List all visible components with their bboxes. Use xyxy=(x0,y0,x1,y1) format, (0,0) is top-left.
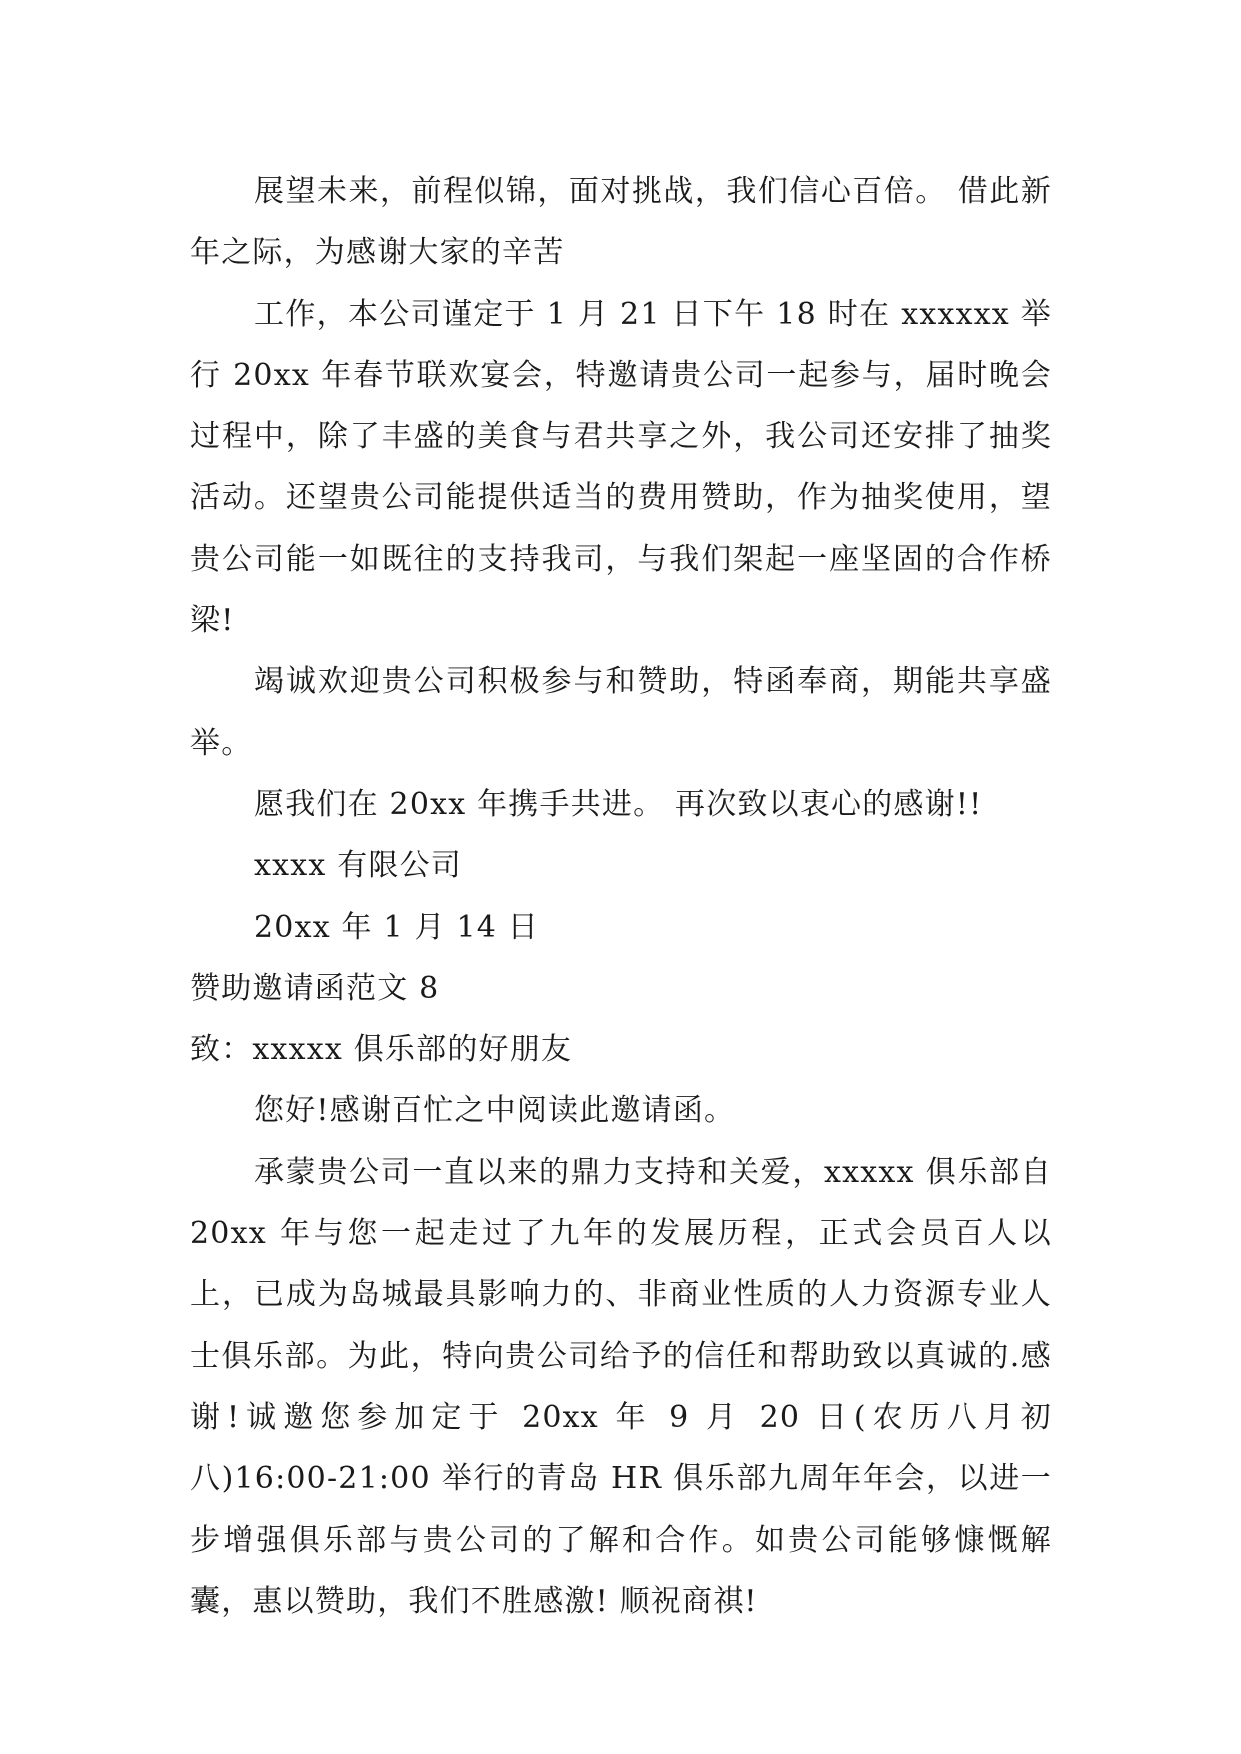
paragraph: 愿我们在 20xx 年携手共进。 再次致以衷心的感谢!! xyxy=(254,786,983,822)
paragraph: 竭诚欢迎贵公司积极参与和赞助，特函奉商，期能共享盛举。 xyxy=(190,664,1052,761)
section-heading: 赞助邀请函范文 8 xyxy=(190,970,440,1006)
greeting: 您好!感谢百忙之中阅读此邀请函。 xyxy=(254,1093,736,1129)
salutation: 致：xxxxx 俱乐部的好朋友 xyxy=(190,1032,573,1068)
document-body xyxy=(190,161,1052,1632)
signature-company: xxxx 有限公司 xyxy=(254,848,463,884)
signature-date: 20xx 年 1 月 14 日 xyxy=(254,909,539,945)
paragraph: 承蒙贵公司一直以来的鼎力支持和关爱，xxxxx 俱乐部自 20xx 年与您一起走过了九年的发展历程，正式会员百人以上，已成为岛城最具影响力的、非商业性质的人力资源专业人士俱乐部。为此，特向贵公司给予的信任和帮助致以真诚的.感谢!诚邀您参加定于 20xx 年 9 月 20 日(农历八月初八)16:00-21:00 举行的青岛 HR 俱乐部九周年年会，以进一步增强俱乐部与贵公司的了解和合作。如贵公司能够慷慨解囊，惠以赞助，我们不胜感激! 顺祝商祺! xyxy=(190,1154,1052,1619)
paragraph: 展望未来，前程似锦，面对挑战，我们信心百倍。 借此新年之际，为感谢大家的辛苦 xyxy=(190,174,1052,271)
paragraph: 工作，本公司谨定于 1 月 21 日下午 18 时在 xxxxxx 举行 20xx 年春节联欢宴会，特邀请贵公司一起参与，届时晚会过程中，除了丰盛的美食与君共享之外，我公司还安排了抽奖活动。还望贵公司能提供适当的费用赞助，作为抽奖使用，望贵公司能一如既往的支持我司，与我们架起一座坚固的合作桥梁! xyxy=(190,296,1052,639)
